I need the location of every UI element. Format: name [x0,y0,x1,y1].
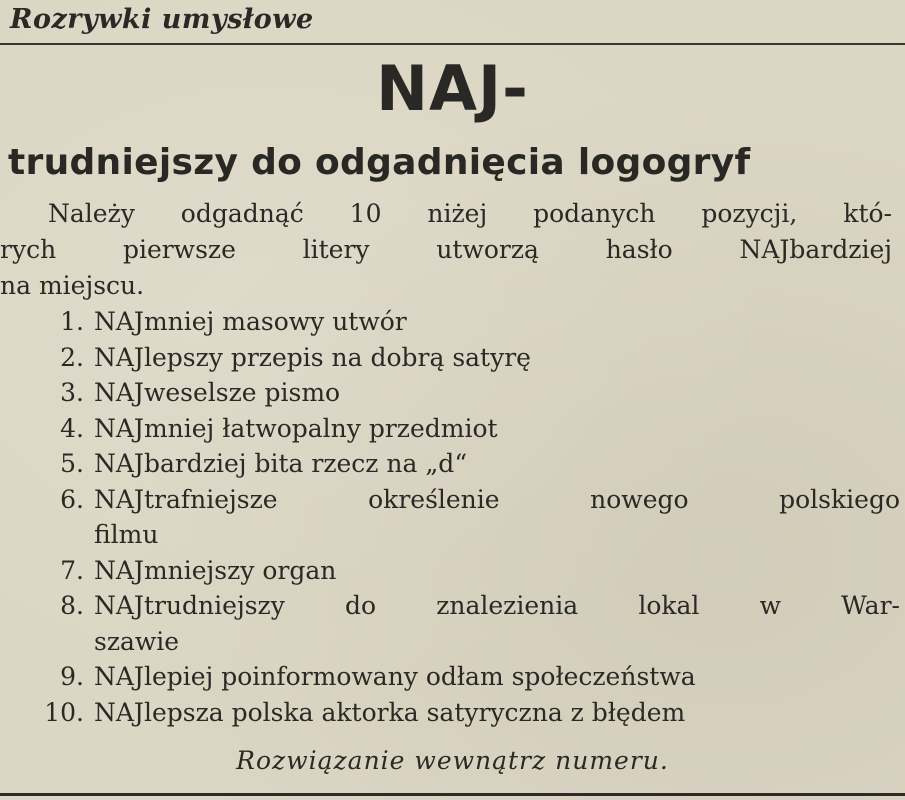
intro-line-1: Należy odgadnąć 10 niżej podanych pozycji, któ- [48,199,892,228]
list-item [0,304,900,340]
list-item [0,482,900,553]
intro-line-3: na miejscu. [0,271,145,300]
item-text-continuation: filmu [94,520,159,549]
header-divider [0,43,905,45]
item-text: NAJtrudniejszy do znalezienia lokal w War- [94,591,900,620]
list-item [0,695,900,731]
item-number: 10. [44,697,84,727]
item-number: 2. [60,342,84,372]
item-number: 7. [60,555,84,585]
list-item [0,375,900,411]
item-text: NAJlepiej poinformowany odłam społeczeństwa [94,662,696,691]
item-text-continuation: szawie [94,626,180,656]
item-text: NAJlepszy przepis na dobrą satyrę [94,342,531,372]
list-item [0,411,900,447]
item-text: NAJmniej masowy utwór [94,307,407,336]
item-number: 4. [60,413,84,443]
item-text: NAJtrafniejsze określenie nowego polskiego [94,484,900,514]
item-text: NAJmniej łatwopalny przedmiot [94,413,498,443]
bottom-divider [0,793,905,796]
headline-subtitle: trudniejszy do odgadnięcia logogryf [8,142,751,183]
solution-note: Rozwiązanie wewnątrz numeru. [236,746,669,775]
item-text: NAJmniejszy organ [94,555,337,585]
item-number: 5. [60,449,84,478]
item-text: NAJweselsze pismo [94,378,341,407]
section-header: Rozrywki umysłowe [10,4,314,35]
item-number: 8. [60,591,84,620]
list-item [0,553,900,589]
list-item [0,659,900,695]
item-number: 6. [60,484,84,514]
item-text: NAJbardziej bita rzecz na „d“ [94,449,468,478]
item-text: NAJlepsza polska aktorka satyryczna z błędem [94,697,686,727]
list-item [0,340,900,376]
clue-list [0,304,900,730]
list-item [0,446,900,482]
headline-main: NAJ- [376,52,529,125]
item-number: 1. [60,307,84,336]
intro-paragraph [0,196,892,304]
item-number: 9. [60,662,84,691]
list-item [0,588,900,659]
intro-line-2: rych pierwsze litery utworzą hasło NAJbardziej [0,235,892,264]
item-number: 3. [60,378,84,407]
